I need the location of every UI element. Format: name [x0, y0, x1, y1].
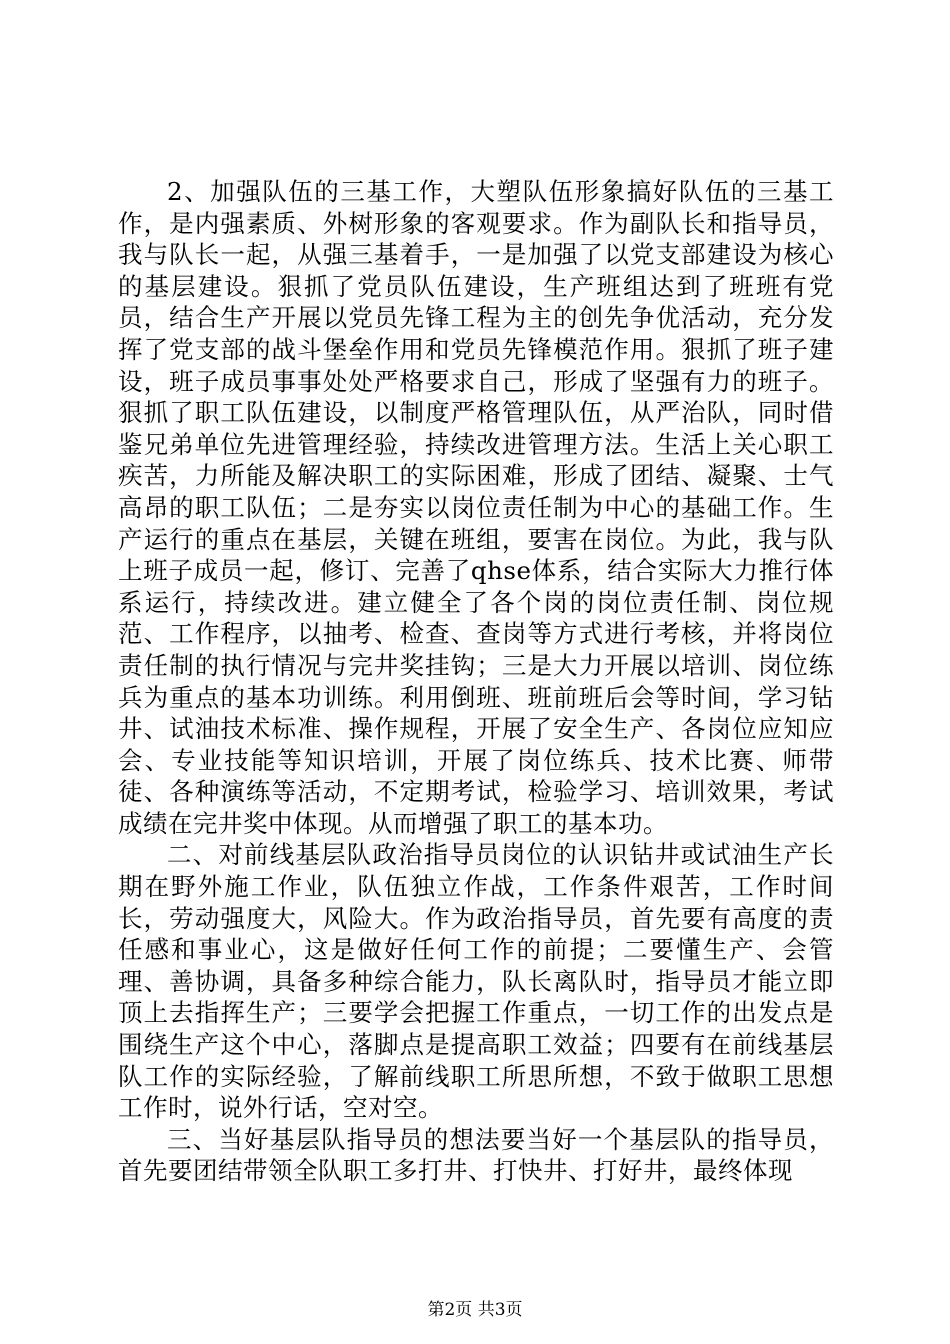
- document-body: [118, 176, 834, 1187]
- paragraph-instructor-thoughts: 三、当好基层队指导员的想法要当好一个基层队的指导员，首先要团结带领全队职工多打井、打快井、打好井，最终体现: [118, 1124, 834, 1186]
- page-footer: [0, 1300, 950, 1320]
- page-number: 第2页 共3页: [427, 1300, 523, 1320]
- paragraph-three-basics: 2、加强队伍的三基工作，大塑队伍形象搞好队伍的三基工作，是内强素质、外树形象的客观要求。作为副队长和指导员，我与队长一起，从强三基着手，一是加强了以党支部建设为核心的基层建设。狠抓了党员队伍建设，生产班组达到了班班有党员，结合生产开展以党员先锋工程为主的创先争优活动，充分发挥了党支部的战斗堡垒作用和党员先锋模范作用。狠抓了班子建设，班子成员事事处处严格要求自己，形成了坚强有力的班子。狠抓了职工队伍建设，以制度严格管理队伍，从严治队，同时借鉴兄弟单位先进管理经验，持续改进管理方法。生活上关心职工疾苦，力所能及解决职工的实际困难，形成了团结、凝聚、士气高昂的职工队伍；二是夯实以岗位责任制为中心的基础工作。生产运行的重点在基层，关键在班组，要害在岗位。为此，我与队上班子成员一起，修订、完善了qhse体系，结合实际大力推行体系运行，持续改进。建立健全了各个岗的岗位责任制、岗位规范、工作程序，以抽考、检查、查岗等方式进行考核，并将岗位责任制的执行情况与完井奖挂钩；三是大力开展以培训、岗位练兵为重点的基本功训练。利用倒班、班前班后会等时间，学习钻井、试油技术标准、操作规程，开展了安全生产、各岗位应知应会、专业技能等知识培训，开展了岗位练兵、技术比赛、师带徒、各种演练等活动，不定期考试，检验学习、培训效果，考试成绩在完井奖中体现。从而增强了职工的基本功。: [118, 177, 834, 838]
- paragraph-instructor-understanding: 二、对前线基层队政治指导员岗位的认识钻井或试油生产长期在野外施工作业，队伍独立作战，工作条件艰苦，工作时间长，劳动强度大，风险大。作为政治指导员，首先要有高度的责任感和事业心，这是做好任何工作的前提；二要懂生产、会管理、善协调，具备多种综合能力，队长离队时，指导员才能立即顶上去指挥生产；三要学会把握工作重点，一切工作的出发点是围绕生产这个中心，落脚点是提高职工效益；四要有在前线基层队工作的实际经验，了解前线职工所思所想，不致于做职工思想工作时，说外行话，空对空。: [118, 840, 834, 1123]
